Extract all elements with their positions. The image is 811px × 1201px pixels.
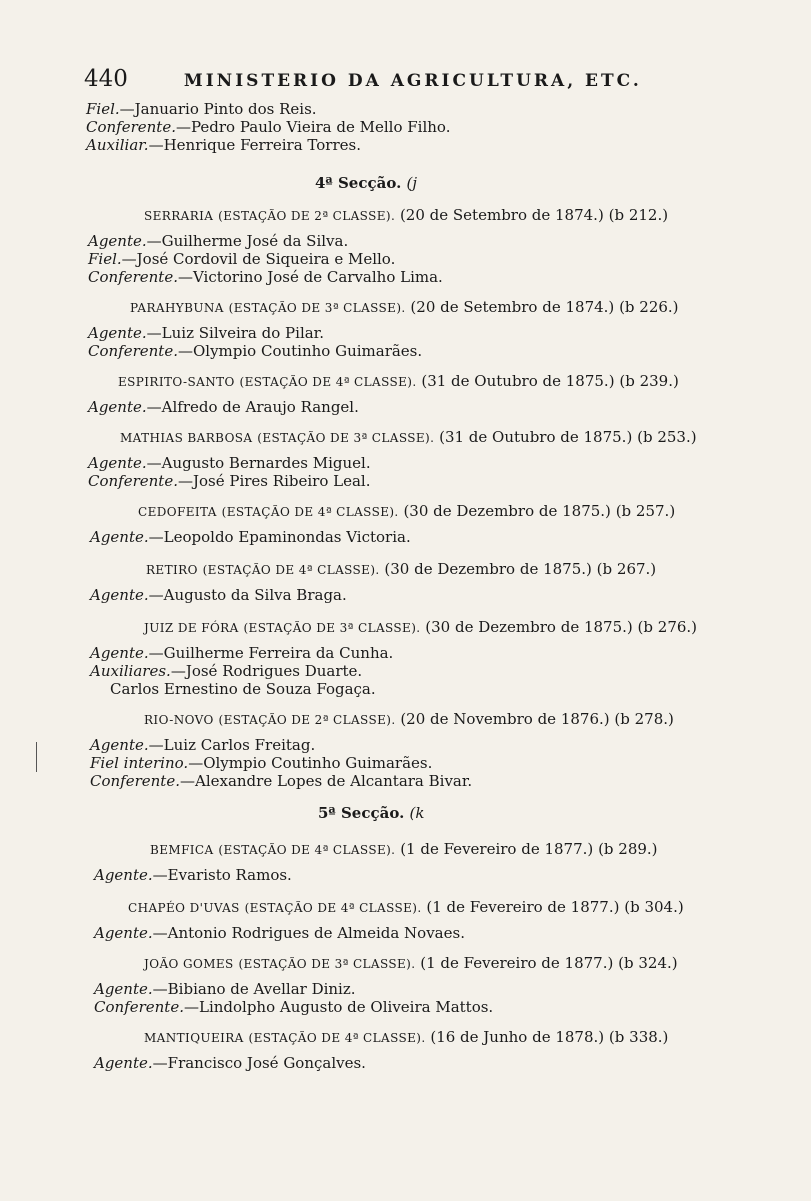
station-name: PARAHYBUNA: [130, 301, 224, 315]
station-heading: CHAPÉO D'UVAS (ESTAÇÃO DE 4ª CLASSE). (1 de Fevereiro de 1877.) (b 304.): [128, 898, 684, 916]
station-heading: RETIRO (ESTAÇÃO DE 4ª CLASSE). (30 de Dezembro de 1875.) (b 267.): [146, 560, 657, 578]
staff-line: Fiel interino.—Olympio Coutinho Guimarães.: [90, 754, 433, 772]
station-name: RETIRO: [146, 563, 198, 577]
station-name: BEMFICA: [150, 843, 214, 857]
staff-role: Auxiliar.: [86, 136, 149, 154]
station-name: MANTIQUEIRA: [144, 1031, 244, 1045]
staff-line: Conferente.—Pedro Paulo Vieira de Mello Filho.: [86, 118, 451, 136]
staff-line: Carlos Ernestino de Souza Fogaça.: [110, 680, 376, 698]
staff-line: Agente.—Guilherme José da Silva.: [88, 232, 349, 250]
staff-line: Agente.—Francisco José Gonçalves.: [94, 1054, 366, 1072]
staff-name: Pedro Paulo Vieira de Mello Filho.: [190, 118, 451, 136]
margin-mark: [36, 742, 37, 772]
station-name: JOÃO GOMES: [144, 957, 234, 971]
staff-line: Auxiliares.—José Rodrigues Duarte.: [90, 662, 363, 680]
staff-line: Fiel.—Januario Pinto dos Reis.: [86, 100, 317, 118]
running-header: [84, 66, 644, 92]
staff-name: Januario Pinto dos Reis.: [134, 100, 317, 118]
staff-line: Agente.—Bibiano de Avellar Diniz.: [94, 980, 356, 998]
station-name: ESPIRITO-SANTO: [118, 375, 235, 389]
staff-role: Fiel.: [86, 100, 120, 118]
station-heading: CEDOFEITA (ESTAÇÃO DE 4ª CLASSE). (30 de Dezembro de 1875.) (b 257.): [138, 502, 676, 520]
staff-line: Conferente.—José Pires Ribeiro Leal.: [88, 472, 371, 490]
staff-line: Conferente.—Victorino José de Carvalho Lima.: [88, 268, 443, 286]
staff-line: Agente.—Leopoldo Epaminondas Victoria.: [90, 528, 411, 546]
staff-line: Agente.—Alfredo de Araujo Rangel.: [88, 398, 359, 416]
staff-role: Conferente.: [86, 118, 176, 136]
staff-name: Henrique Ferreira Torres.: [163, 136, 361, 154]
staff-line: Conferente.—Lindolpho Augusto de Oliveira Mattos.: [94, 998, 494, 1016]
station-heading: PARAHYBUNA (ESTAÇÃO DE 3ª CLASSE). (20 de Setembro de 1874.) (b 226.): [130, 298, 679, 316]
station-name: JUIZ DE FÓRA: [144, 621, 239, 635]
staff-line: Conferente.—Alexandre Lopes de Alcantara Bivar.: [90, 772, 473, 790]
staff-line: Agente.—Antonio Rodrigues de Almeida Novaes.: [94, 924, 465, 942]
page-number: 440: [84, 66, 128, 92]
station-heading: MATHIAS BARBOSA (ESTAÇÃO DE 3ª CLASSE). (31 de Outubro de 1875.) (b 253.): [120, 428, 697, 446]
staff-line: Auxiliar.—Henrique Ferreira Torres.: [86, 136, 361, 154]
section-heading: 4ª Secção. (j: [315, 174, 418, 192]
station-heading: JUIZ DE FÓRA (ESTAÇÃO DE 3ª CLASSE). (30 de Dezembro de 1875.) (b 276.): [144, 618, 698, 636]
staff-line: Agente.—Evaristo Ramos.: [94, 866, 292, 884]
staff-line: Agente.—Luiz Carlos Freitag.: [90, 736, 316, 754]
station-heading: MANTIQUEIRA (ESTAÇÃO DE 4ª CLASSE). (16 de Junho de 1878.) (b 338.): [144, 1028, 669, 1046]
station-name: CEDOFEITA: [138, 505, 217, 519]
staff-line: Conferente.—Olympio Coutinho Guimarães.: [88, 342, 423, 360]
staff-line: Agente.—Luiz Silveira do Pilar.: [88, 324, 324, 342]
station-name: RIO-NOVO: [144, 713, 214, 727]
station-heading: JOÃO GOMES (ESTAÇÃO DE 3ª CLASSE). (1 de Fevereiro de 1877.) (b 324.): [144, 954, 678, 972]
staff-line: Agente.—Augusto Bernardes Miguel.: [88, 454, 371, 472]
station-name: SERRARIA: [144, 209, 214, 223]
station-name: MATHIAS BARBOSA: [120, 431, 253, 445]
station-heading: SERRARIA (ESTAÇÃO DE 2ª CLASSE). (20 de Setembro de 1874.) (b 212.): [144, 206, 669, 224]
header-title: MINISTERIO DA AGRICULTURA, ETC.: [183, 71, 642, 91]
staff-line: Fiel.—José Cordovil de Siqueira e Mello.: [88, 250, 396, 268]
staff-line: Agente.—Guilherme Ferreira da Cunha.: [90, 644, 394, 662]
station-heading: RIO-NOVO (ESTAÇÃO DE 2ª CLASSE). (20 de Novembro de 1876.) (b 278.): [144, 710, 674, 728]
staff-line: Agente.—Augusto da Silva Braga.: [90, 586, 347, 604]
station-heading: ESPIRITO-SANTO (ESTAÇÃO DE 4ª CLASSE). (31 de Outubro de 1875.) (b 239.): [118, 372, 679, 390]
section-heading: 5ª Secção. (k: [318, 804, 425, 822]
station-heading: BEMFICA (ESTAÇÃO DE 4ª CLASSE). (1 de Fevereiro de 1877.) (b 289.): [150, 840, 658, 858]
station-name: CHAPÉO D'UVAS: [128, 901, 240, 915]
